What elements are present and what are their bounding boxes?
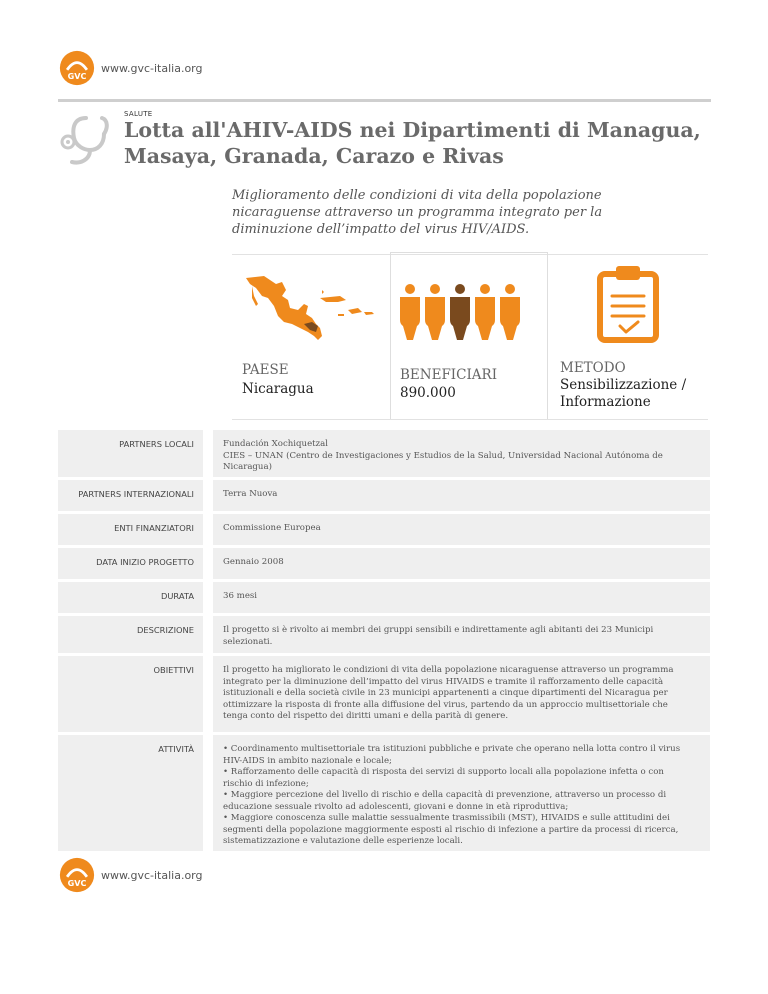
country-value: Nicaragua <box>242 381 314 397</box>
country-panel <box>232 252 389 420</box>
row-label: PARTNERS LOCALI <box>58 430 203 477</box>
row-value <box>213 656 710 732</box>
row-label: ATTIVITÀ <box>58 735 203 851</box>
header-divider <box>58 99 711 102</box>
row-value <box>213 548 710 579</box>
page-subtitle: Miglioramento delle condizioni di vita della popolazione nicaraguense attraverso un programma integrato per la diminuzione dell’impatto del virus HIV/AIDS. <box>232 188 603 237</box>
beneficiaries-label: BENEFICIARI <box>400 367 498 383</box>
row-value-line: Gennaio 2008 <box>223 557 284 567</box>
category-label: SALUTE <box>124 110 153 118</box>
row-value <box>213 735 710 851</box>
logo-text: GVC <box>67 70 87 81</box>
table-row <box>58 735 710 851</box>
row-value-line: Il progetto ha migliorato le condizioni di vita della popolazione nicaraguense attraverso un programma integrato per la diminuzione dell’impatto del virus HIVAIDS e tramite il rafforzamento delle capacità istituzionali e della società civile in 23 municipi appartenenti a cinque dipartimenti del Nicaragua per ottimizzare la risposta di fronte alla diffusione del virus, partendo da un approccio multisettoriale che tenga conto del rispetto dei diritti umani e della parità di genere. <box>223 665 674 721</box>
row-value <box>213 582 710 613</box>
row-value-line: • Coordinamento multisettoriale tra istituzioni pubbliche e private che operano nella lotta contro il virus HIV-AIDS in ambito nazionale e locale; <box>223 744 681 766</box>
page-title: Lotta all'AHIV-AIDS nei Dipartimenti di Managua, Masaya, Granada, Carazo e Rivas <box>124 118 701 168</box>
row-label: ENTI FINANZIATORI <box>58 514 203 545</box>
row-value-line: CIES – UNAN (Centro de Investigaciones y Estudios de la Salud, Universidad Nacional Autónoma de Nicaragua) <box>223 450 663 472</box>
row-value-line: 36 mesi <box>223 591 258 601</box>
header-logo[interactable] <box>59 50 203 86</box>
row-value <box>213 480 710 511</box>
table-row <box>58 582 710 613</box>
table-row <box>58 480 710 511</box>
table-row <box>58 430 710 477</box>
row-value-line: Il progetto si è rivolto ai membri dei gruppi sensibili e indirettamente agli abitanti dei 23 Municipi selezionati. <box>223 625 654 647</box>
gvc-logo-icon <box>59 50 95 86</box>
country-label: PAESE <box>242 362 289 378</box>
beneficiaries-panel <box>390 252 548 420</box>
row-label: DATA INIZIO PROGETTO <box>58 548 203 579</box>
row-label: PARTNERS INTERNAZIONALI <box>58 480 203 511</box>
logo-text: GVC <box>67 877 87 888</box>
table-row <box>58 656 710 732</box>
row-label: DURATA <box>58 582 203 613</box>
table-row <box>58 616 710 653</box>
panels-bottom-divider <box>232 419 708 420</box>
website-url[interactable]: www.gvc-italia.org <box>101 61 203 75</box>
method-value: Sensibilizzazione / Informazione <box>560 377 687 410</box>
row-value <box>213 616 710 653</box>
row-value-line: • Maggiore conoscenza sulle malattie sessualmente trasmissibili (MST), HIVAIDS e sulle attitudini dei segmenti della popolazione maggiormente esposti al rischio di infezione a partire da processi di ricerca, sistematizzazione e valutazione delle esperienze locali. <box>223 813 679 846</box>
row-value-line: Terra Nuova <box>223 489 278 499</box>
beneficiaries-value: 890.000 <box>400 385 456 401</box>
table-row <box>58 548 710 579</box>
central-america-map-icon <box>242 270 382 348</box>
row-value-line: • Maggiore percezione del livello di rischio e della capacità di prevenzione, attraverso un processo di educazione sessuale rivolto ad adolescenti, giovani e donne in età riproduttiva; <box>223 790 667 812</box>
method-label: METODO <box>560 360 626 376</box>
row-value <box>213 514 710 545</box>
gvc-logo-icon <box>59 857 95 893</box>
row-label: OBIETTIVI <box>58 656 203 732</box>
row-value-line: Commissione Europea <box>223 523 321 533</box>
row-value <box>213 430 710 477</box>
row-value-line: • Rafforzamento delle capacità di risposta dei servizi di supporto locali alla popolazione infetta o con rischio di infezione; <box>223 767 664 789</box>
method-panel <box>550 252 708 420</box>
project-details-table <box>58 430 710 854</box>
footer-logo[interactable] <box>59 857 203 893</box>
table-row <box>58 514 710 545</box>
row-label: DESCRIZIONE <box>58 616 203 653</box>
info-panels <box>232 252 708 420</box>
people-icon <box>398 282 522 342</box>
website-url[interactable]: www.gvc-italia.org <box>101 868 203 882</box>
stethoscope-icon <box>58 112 124 170</box>
clipboard-icon <box>596 264 660 344</box>
row-value-line: Fundación Xochiquetzal <box>223 439 329 449</box>
